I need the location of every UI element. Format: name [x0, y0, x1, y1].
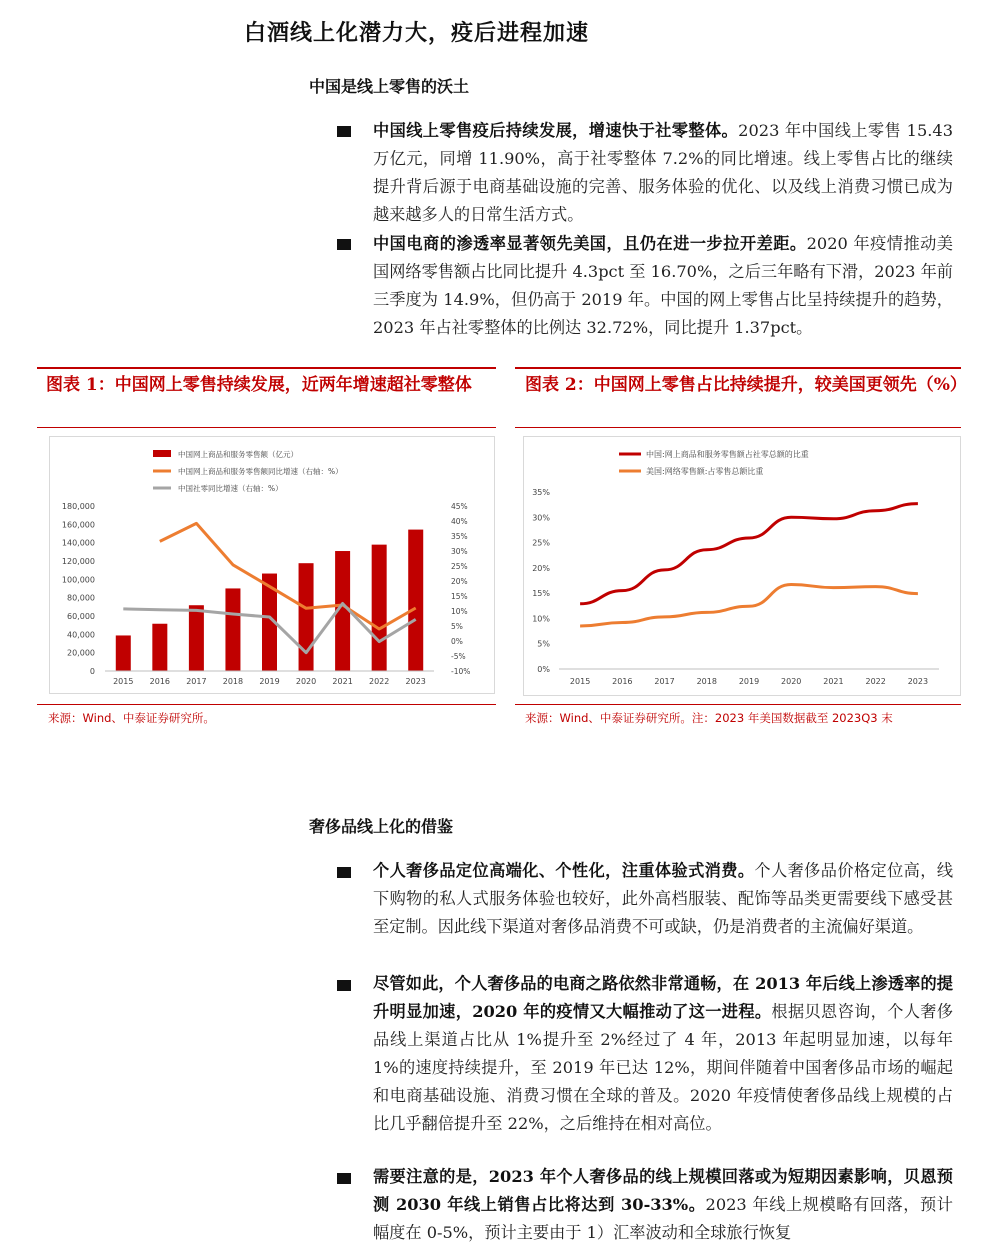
paragraph-lead: 中国电商的渗透率显著领先美国，且仍在进一步拉开差距。	[373, 234, 807, 253]
paragraph-lead: 中国线上零售疫后持续发展，增速快于社零整体。	[373, 121, 739, 140]
figure-rule	[37, 427, 496, 428]
y-axis-tick-label: 0	[89, 667, 95, 676]
y2-axis-tick-label: 45%	[451, 502, 468, 511]
x-axis-tick-label: 2020	[781, 677, 802, 686]
y2-axis-tick-label: 35%	[451, 532, 468, 541]
y-axis-tick-label: 40,000	[67, 630, 95, 640]
x-axis-tick-label: 2022	[368, 677, 390, 686]
y2-axis-tick-label: -5%	[451, 652, 466, 661]
chart1-legend	[153, 449, 343, 493]
chart2-svg	[524, 437, 960, 695]
paragraph-luxury-ecommerce	[373, 970, 953, 1138]
y2-axis-tick-label: 40%	[451, 517, 468, 526]
chart-online-retail-sales	[49, 436, 495, 694]
figure1-title: 图表 1：中国网上零售持续发展，近两年增速超社零整体	[46, 375, 472, 395]
page-title: 白酒线上化潜力大，疫后进程加速	[244, 20, 590, 46]
x-axis-tick-label: 2019	[259, 677, 280, 686]
x-axis-tick-label: 2018	[222, 677, 244, 686]
legend-swatch-bar	[153, 450, 171, 457]
x-axis-tick-label: 2020	[295, 677, 317, 686]
bar-online-retail-sales	[116, 635, 131, 671]
section-heading-luxury: 奢侈品线上化的借鉴	[309, 817, 454, 836]
bar-online-retail-sales	[372, 545, 387, 671]
y2-axis-tick-label: 15%	[451, 592, 468, 601]
chart-online-share-comparison	[523, 436, 961, 696]
paragraph-online-retail-growth	[373, 117, 953, 229]
y-axis-tick-label: 25%	[532, 538, 550, 548]
bar-online-retail-sales	[299, 563, 314, 671]
figure-rule	[515, 367, 961, 369]
y2-axis-tick-label: 5%	[451, 622, 463, 631]
bullet-marker	[337, 126, 351, 137]
line-china-online-share	[580, 504, 918, 604]
x-axis-tick-label: 2015	[569, 677, 591, 686]
figure1-source: 来源：Wind、中泰证券研究所。	[48, 711, 215, 725]
x-axis-tick-label: 2023	[405, 677, 426, 686]
figure2-source: 来源：Wind、中泰证券研究所。注：2023 年美国数据截至 2023Q3 末	[525, 711, 893, 725]
x-axis-tick-label: 2022	[865, 677, 886, 686]
y2-axis-tick-label: -10%	[451, 667, 471, 676]
x-axis-tick-label: 2017	[186, 677, 207, 686]
legend-label: 中国社零同比增速（右轴：%）	[178, 484, 283, 493]
y2-axis-tick-label: 25%	[451, 562, 468, 571]
bar-online-retail-sales	[152, 624, 167, 671]
paragraph-lead: 尽管如此，个人奢侈品的电商之路依然非常通畅，在 2013 年后线上渗透率的提升明显加速，2020 年的疫情又大幅推动了这一进程。	[373, 974, 953, 1021]
bullet-marker	[337, 239, 351, 250]
y-axis-tick-label: 160,000	[61, 520, 95, 530]
figure-rule	[37, 704, 496, 705]
y-axis-tick-label: 80,000	[67, 593, 95, 603]
x-axis-tick-label: 2016	[612, 677, 633, 686]
y2-axis-tick-label: 30%	[451, 547, 468, 556]
y-axis-tick-label: 140,000	[61, 538, 95, 548]
paragraph-body: 2020 年疫情推动美国网络零售额占比同比提升 4.3pct 至 16.70%，之后三年略有下滑，2023 年前三季度为 14.9%，但仍高于 2019 年。中国的网上零售占比呈持续提升的趋势，2023 年占社零整体的比例达 32.72%，同比提升 1.37pct。	[373, 234, 953, 337]
chart2-legend	[619, 449, 809, 476]
y2-axis-tick-label: 20%	[451, 577, 468, 586]
y2-axis-tick-label: 10%	[451, 607, 468, 616]
x-axis-tick-label: 2017	[654, 677, 675, 686]
figure2-title: 图表 2：中国网上零售占比持续提升，较美国更领先（%）	[525, 375, 967, 395]
y-axis-tick-label: 0%	[537, 665, 550, 674]
y-axis-tick-label: 20,000	[67, 648, 95, 658]
bar-online-retail-sales	[225, 588, 240, 671]
y-axis-tick-label: 180,000	[61, 502, 95, 511]
legend-label: 中国:网上商品和服务零售额占社零总额的比重	[646, 450, 809, 459]
paragraph-luxury-positioning	[373, 857, 953, 941]
x-axis-tick-label: 2023	[907, 677, 929, 686]
figure-rule	[37, 367, 496, 369]
paragraph-luxury-outlook	[373, 1163, 953, 1247]
y-axis-tick-label: 35%	[532, 488, 550, 497]
paragraph-ecommerce-penetration	[373, 230, 953, 342]
bullet-marker	[337, 1173, 351, 1184]
paragraph-body: 根据贝恩咨询，个人奢侈品线上渠道占比从 1%提升至 2%经过了 4 年，2013 年起明显加速，以每年 1%的速度持续提升，至 2019 年已达 12%，期间伴随着中国奢侈品市场的崛起和电商基础设施、消费习惯在全球的普及。2020 年疫情使奢侈品线上规模的占比几乎翻倍提升至 22%，之后维持在相对高位。	[373, 1002, 954, 1133]
x-axis-tick-label: 2016	[149, 677, 171, 686]
bar-online-retail-sales	[408, 530, 423, 671]
x-axis-tick-label: 2021	[332, 677, 353, 686]
x-axis-tick-label: 2021	[823, 677, 844, 686]
x-axis-tick-label: 2018	[696, 677, 717, 686]
paragraph-body: 个人奢侈品价格定位高，线下购物的私人式服务体验也较好，此外高档服装、配饰等品类更需要线下感受甚至定制。因此线下渠道对奢侈品消费不可或缺，仍是消费者的主流偏好渠道。	[373, 861, 954, 936]
y-axis-tick-label: 5%	[537, 639, 550, 649]
section-heading-online-retail: 中国是线上零售的沃土	[309, 77, 470, 96]
paragraph-body: 2023 年线上规模略有回落，预计幅度在 0-5%，预计主要由于 1）汇率波动和全球旅行恢复	[373, 1195, 953, 1242]
bullet-marker	[337, 980, 351, 991]
figure-rule	[515, 704, 961, 705]
x-axis-tick-label: 2015	[113, 677, 134, 686]
y-axis-tick-label: 20%	[532, 563, 550, 573]
y-axis-tick-label: 120,000	[61, 557, 95, 566]
legend-label: 中国网上商品和服务零售额（亿元）	[178, 450, 298, 459]
y-axis-tick-label: 15%	[532, 589, 550, 599]
paragraph-body: 2023 年中国线上零售 15.43 万亿元，同增 11.90%，高于社零整体 7.2%的同比增速。线上零售占比的继续提升背后源于电商基础设施的完善、服务体验的优化、以及线上消费习惯已成为越来越多人的日常生活方式。	[373, 121, 954, 224]
chart1-svg	[50, 437, 494, 693]
y-axis-tick-label: 30%	[532, 513, 550, 523]
y2-axis-tick-label: 0%	[451, 637, 463, 646]
y-axis-tick-label: 10%	[532, 614, 550, 624]
x-axis-tick-label: 2019	[738, 677, 760, 686]
legend-label: 美国:网络零售额:占零售总额比重	[646, 467, 764, 476]
figure-rule	[515, 427, 961, 428]
paragraph-lead: 需要注意的是，2023 年个人奢侈品的线上规模回落或为短期因素影响，贝恩预测 2030 年线上销售占比将达到 30-33%。	[373, 1167, 953, 1214]
y-axis-tick-label: 60,000	[67, 612, 95, 621]
paragraph-lead: 个人奢侈品定位高端化、个性化，注重体验式消费。	[373, 861, 755, 880]
bar-online-retail-sales	[189, 605, 204, 671]
y-axis-tick-label: 100,000	[61, 575, 95, 585]
bullet-marker	[337, 867, 351, 878]
legend-label: 中国网上商品和服务零售额同比增速（右轴：%）	[178, 467, 343, 476]
